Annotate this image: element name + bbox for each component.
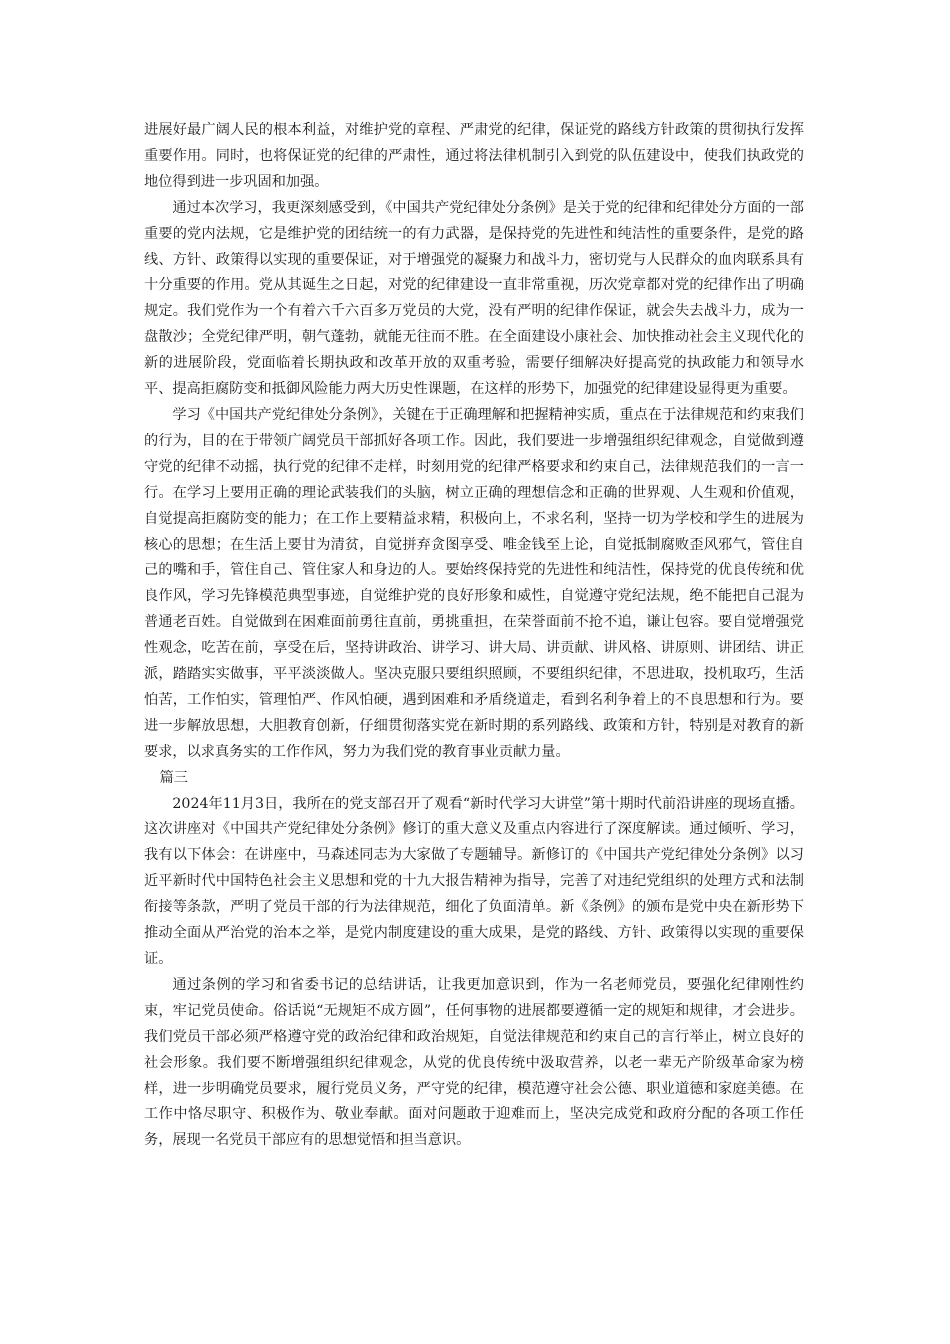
paragraph-4: 2024年11月3日，我所在的党支部召开了观看“新时代学习大讲堂”第十期时代前沿讲座的现场直播。这次讲座对《中国共产党纪律处分条例》修订的重大意义及重点内容进行了深度解读。通过倾听、学习，我有以下体会：在讲座中，马森述同志为大家做了专题辅导。新修订的《中国共产党纪律处分条例》以习近平新时代中国特色社会主义思想和党的十九大报告精神为指导，完善了对违纪党组织的处理方式和法制衔接等条款，严明了党员干部的行为法律规范，细化了负面清单。新《条例》的颁布是党中央在新形势下推动全面从严治党的治本之举，是党内制度建设的重大成果，是党的路线、方针、政策得以实现的重要保证。: [144, 795, 804, 967]
paragraph-2: 通过本次学习，我更深刻感受到，《中国共产党纪律处分条例》是关于党的纪律和纪律处分方面的一部重要的党内法规，它是维护党的团结统一的有力武器，是保持党的先进性和纯洁性的重要条件，是党的路线、方针、政策得以实现的重要保证，对于增强党的凝聚力和战斗力，密切党与人民群众的血肉联系具有十分重要的作用。党从其诞生之日起，对党的纪律建设一直非常重视，历次党章都对党的纪律作出了明确规定。我们党作为一个有着六千六百多万党员的大党，没有严明的纪律作保证，就会失去战斗力，成为一盘散沙；全党纪律严明，朝气蓬勃，就能无往而不胜。在全面建设小康社会、加快推动社会主义现代化的新的进展阶段，党面临着长期执政和改革开放的双重考验，需要仔细解决好提高党的执政能力和领导水平、提高拒腐防变和抵御风险能力两大历史性课题，在这样的形势下，加强党的纪律建设显得更为重要。: [144, 199, 804, 398]
document-page: [144, 118, 804, 1154]
paragraph-5: 通过条例的学习和省委书记的总结讲话，让我更加意识到，作为一名老师党员，要强化纪律刚性约束，牢记党员使命。俗话说“无规矩不成方圆”，任何事物的进展都要遵循一定的规矩和规律，才会进步。我们党员干部必须严格遵守党的政治纪律和政治规矩，自觉法律规范和约束自己的言行举止，树立良好的社会形象。我们要不断增强组织纪律观念，从党的优良传统中汲取营养，以老一辈无产阶级革命家为榜样，进一步明确党员要求，履行党员义务，严守党的纪律，模范遵守社会公德、职业道德和家庭美德。在工作中恪尽职守、积极作为、敬业奉献。面对问题敢于迎难而上，坚决完成党和政府分配的各项工作任务，展现一名党员干部应有的思想觉悟和担当意识。: [144, 976, 804, 1149]
section-heading: 篇三: [159, 769, 188, 786]
paragraph-1: 进展好最广阔人民的根本利益，对维护党的章程、严肃党的纪律，保证党的路线方针政策的贯彻执行发挥重要作用。同时，也将保证党的纪律的严肃性，通过将法律机制引入到党的队伍建设中，使我们执政党的地位得到进一步巩固和加强。: [144, 122, 804, 190]
paragraph-3: 学习《中国共产党纪律处分条例》，关键在于正确理解和把握精神实质，重点在于法律规范和约束我们的行为，目的在于带领广阔党员干部抓好各项工作。因此，我们要进一步增强组织纪律观念，自觉做到遵守党的纪律不动摇，执行党的纪律不走样，时刻用党的纪律严格要求和约束自己，法律规范我们的一言一行。在学习上要用正确的理论武装我们的头脑，树立正确的理想信念和正确的世界观、人生观和价值观，自觉提高拒腐防变的能力；在工作上要精益求精，积极向上，不求名利，坚持一切为学校和学生的进展为核心的思想；在生活上要甘为清贫，自觉拼弃贪图享受、唯金钱至上论，自觉抵制腐败歪风邪气，管住自己的嘴和手，管住自己、管住家人和身边的人。要始终保持党的先进性和纯洁性，保持党的优良传统和优良作风，学习先锋模范典型事迹，自觉维护党的良好形象和威性，自觉遵守党纪法规，绝不能把自己混为普通老百姓。自觉做到在困难面前勇往直前，勇挑重担，在荣誉面前不抢不追，谦让包容。要自觉增强党性观念，吃苦在前，享受在后，坚持讲政治、讲学习、讲大局、讲贡献、讲风格、讲原则、讲团结、讲正派，踏踏实实做事，平平淡淡做人。坚决克服只要组织照顾，不要组织纪律，不思进取，投机取巧，生活怕苦，工作怕实，管理怕严、作风怕硬，遇到困难和矛盾绕道走，看到名利争着上的不良思想和行为。要进一步解放思想，大胆教育创新，仔细贯彻落实党在新时期的系列路线、政策和方针，特别是对教育的新要求，以求真务实的工作作风，努力为我们党的教育事业贡献力量。: [144, 406, 804, 760]
